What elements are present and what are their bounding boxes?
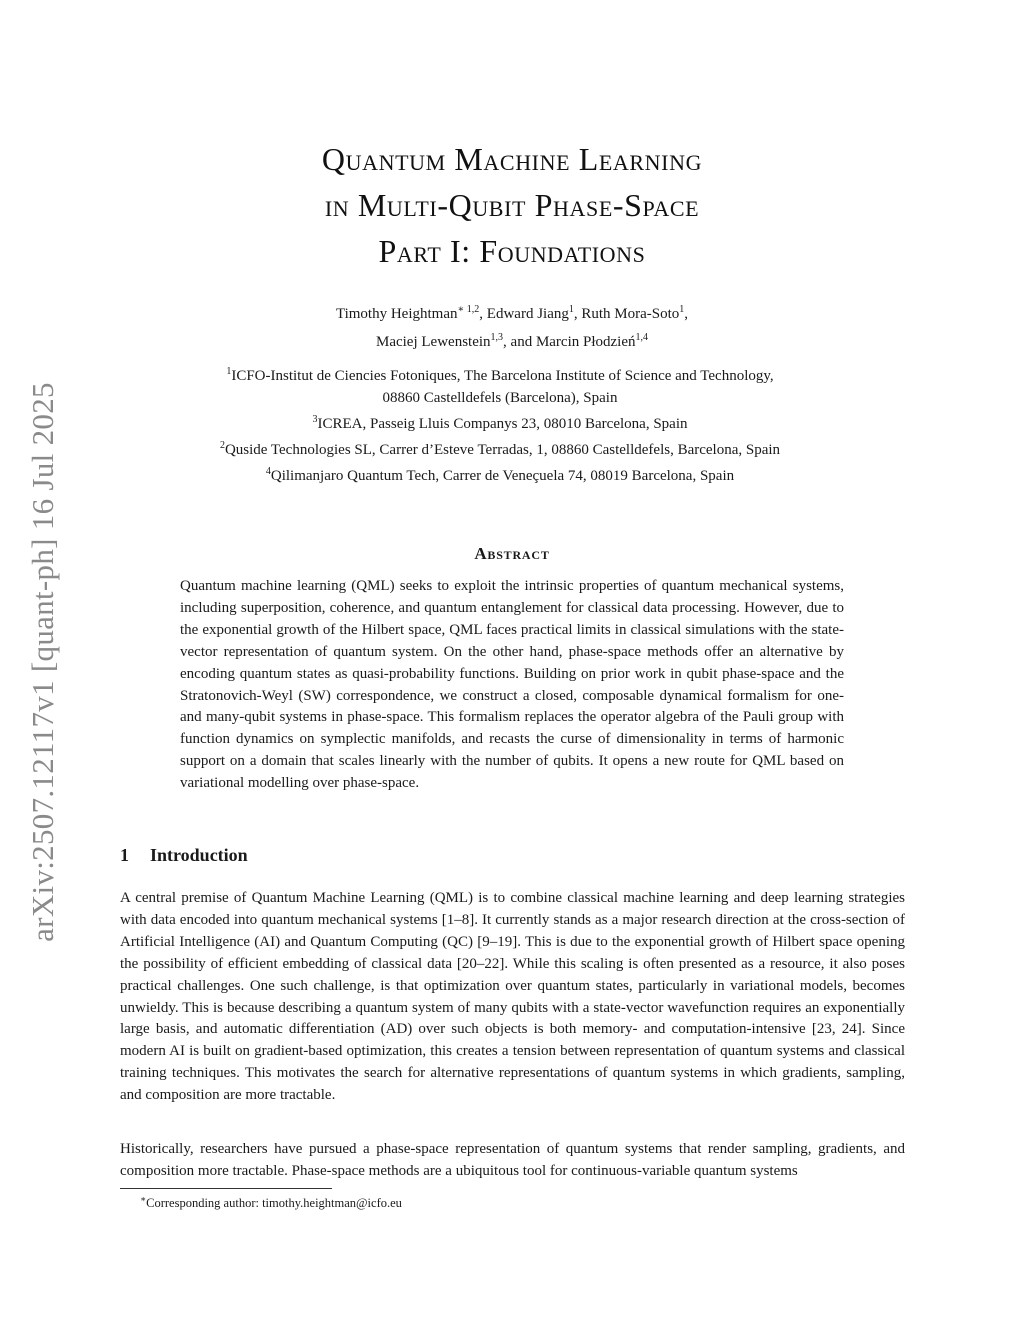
affiliation-text: ICFO-Institut de Ciencies Fotoniques, The Barcelona Institute of Science and Technology, bbox=[231, 368, 774, 384]
affiliation-1 bbox=[0, 361, 1000, 387]
title-line-1: Quantum Machine Learning bbox=[321, 141, 703, 177]
affiliation-text: ICREA, Passeig Lluis Companys 23, 08010 Barcelona, Spain bbox=[317, 416, 688, 432]
abstract-heading: Abstract bbox=[474, 544, 550, 563]
arxiv-identifier-stamp: arXiv:2507.12117v1 [quant-ph] 16 Jul 2025 bbox=[25, 382, 60, 942]
affiliation-marker: 1 bbox=[226, 366, 232, 377]
affiliation-text: Quside Technologies SL, Carrer d’Esteve Terradas, 1, 08860 Castelldefels, Barcelona, Spain bbox=[224, 442, 781, 458]
affiliation-marker: 3 bbox=[312, 414, 318, 425]
paper-title bbox=[0, 136, 1024, 274]
footnote-marker: ∗ bbox=[140, 1194, 147, 1204]
author-list bbox=[0, 298, 1024, 354]
author-affil-marker: 1,4 bbox=[635, 332, 648, 343]
author-separator: , bbox=[684, 306, 689, 322]
author-line-2 bbox=[0, 326, 1024, 354]
affiliation-text: Qilimanjaro Quantum Tech, Carrer de Veneçuela 74, 08019 Barcelona, Spain bbox=[270, 468, 735, 484]
author-affil-marker: 1 bbox=[679, 304, 685, 315]
footnote bbox=[140, 1191, 402, 1211]
author-affil-marker: ∗ 1,2 bbox=[457, 304, 480, 315]
affiliation-4 bbox=[0, 461, 1000, 487]
section-number: 1 bbox=[120, 845, 129, 865]
section-heading bbox=[120, 845, 248, 866]
author-affil-marker: 1,3 bbox=[490, 332, 504, 343]
abstract-body: Quantum machine learning (QML) seeks to exploit the intrinsic properties of quantum mechanical systems, including superposition, coherence, and quantum entanglement for classical data processing. However, due to the exponential growth of the Hilbert space, QML faces practical limits in classical simulations with the state-vector representation of quantum system. On the other hand, phase-space methods offer an alternative by encoding quantum states as quasi-probability functions. Building on prior work in qubit phase-space and the Stratonovich-Weyl (SW) correspondence, we construct a closed, composable dynamical formalism for one- and many-qubit systems in phase-space. This formalism replaces the operator algebra of the Pauli group with function dynamics on symplectic manifolds, and recasts the curse of dimensionality in terms of harmonic support on a domain that scales linearly with the number of qubits. It opens a new route for QML based on variational modelling over phase-space. bbox=[180, 578, 844, 792]
footnote-text: Corresponding author: timothy.heightman@icfo.eu bbox=[146, 1196, 402, 1211]
author-line-1 bbox=[0, 298, 1024, 326]
author-name: , and Marcin Płodzień bbox=[503, 334, 636, 350]
author-name: Maciej Lewenstein bbox=[375, 334, 491, 350]
footnote-divider bbox=[120, 1188, 332, 1189]
affiliation-marker: 2 bbox=[219, 440, 225, 451]
affiliation-2 bbox=[0, 435, 1000, 461]
affiliation-3 bbox=[0, 409, 1000, 435]
author-affil-marker: 1 bbox=[568, 304, 574, 315]
author-name: Timothy Heightman bbox=[335, 306, 458, 322]
body-paragraph: A central premise of Quantum Machine Learning (QML) is to combine classical machine learning and deep learning strategies with data encoded into quantum mechanical systems [1–8]. It currently stands as a major research direction at the cross-section of Artificial Intelligence (AI) and Quantum Computing (QC) [9–19]. This is due to the exponential growth of Hilbert space opening the possibility of efficient embedding of classical data [20–22]. While this scaling is often presented as a resource, it also poses practical challenges. One such challenge, is that optimization over quantum states, particularly in variational models, becomes unwieldy. This is because describing a quantum system of many qubits with a state-vector wavefunction requires an exponentially large basis, and automatic differentiation (AD) over such objects is both memory- and computation-intensive [23, 24]. Since modern AI is built on gradient-based optimization, this creates a tension between representation of quantum systems and classical training techniques. This motivates the search for alternative representations of quantum systems in which gradients, sampling, and composition are more tractable. bbox=[120, 890, 905, 1104]
author-name: , Edward Jiang bbox=[479, 306, 569, 322]
title-line-2: in Multi-Qubit Phase-Space bbox=[324, 187, 700, 223]
affiliation-1-cont: 08860 Castelldefels (Barcelona), Spain bbox=[382, 390, 618, 406]
section-title: Introduction bbox=[150, 845, 248, 865]
title-line-3: Part I: Foundations bbox=[378, 233, 646, 269]
author-name: , Ruth Mora-Soto bbox=[573, 306, 680, 322]
affiliation-list bbox=[0, 361, 1000, 487]
affiliation-marker: 4 bbox=[265, 466, 271, 477]
body-paragraph: Historically, researchers have pursued a phase-space representation of quantum systems that render sampling, gradients, and composition more tractable. Phase-space methods are a ubiquitous tool for continuous-variable quantum systems bbox=[120, 1141, 905, 1179]
